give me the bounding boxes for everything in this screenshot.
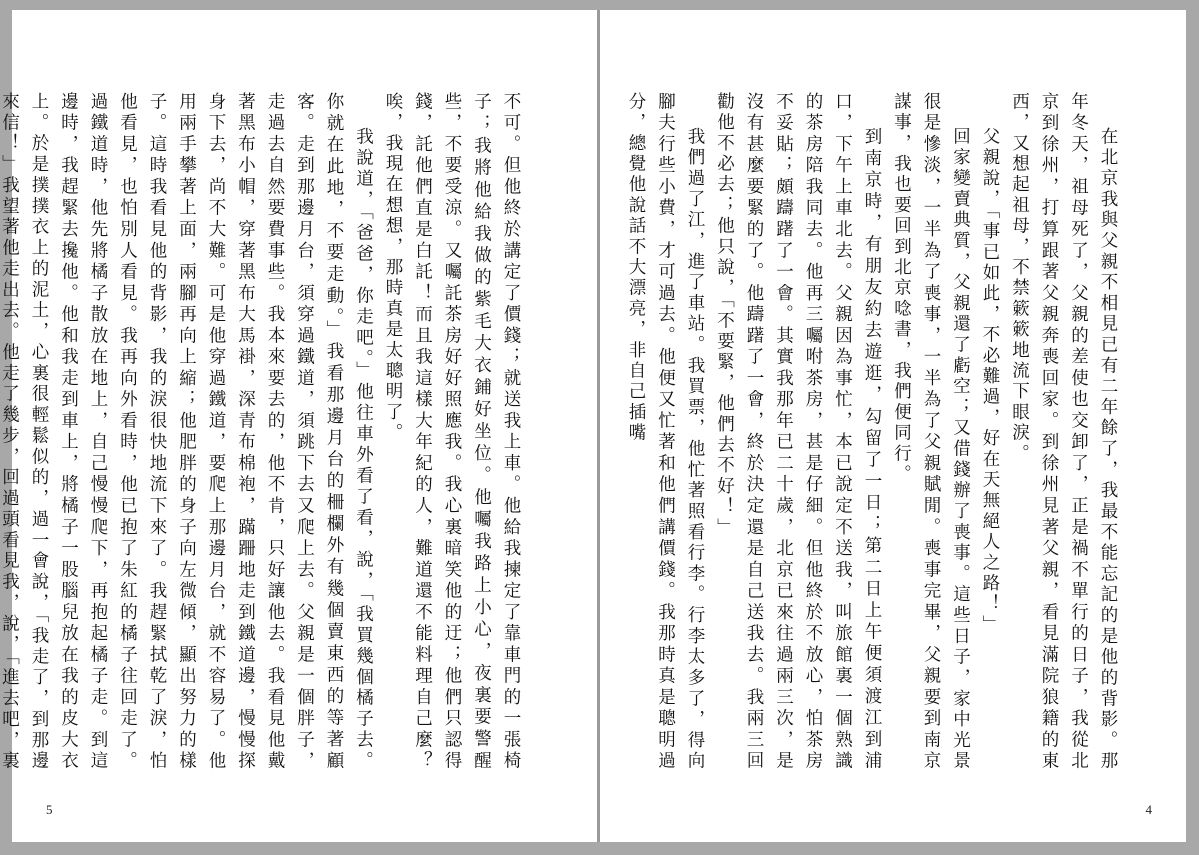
page-number: 5 bbox=[46, 802, 53, 817]
paragraph: 不可。但他終於講定了價錢；就送我上車。他給我揀定了靠車門的一張椅子；我將他給我做的紫毛大衣鋪好坐位。他囑我路上小心，夜裏要警醒些，不要受涼。又囑託茶房好好照應我。我心裏暗笑他的迂；他們只認得錢，託他們直是白託！而且我這樣大年紀的人，難道還不能料理自己麼？唉，我現在想想，那時真是太聰明了。 bbox=[383, 92, 521, 772]
paragraph: 回家變賣典質，父親還了虧空；又借錢辦了喪事。這些日子，家中光景很是慘淡，一半為了喪事，一半為了父親賦閒。喪事完畢，父親要到南京謀事，我也要回到北京唸書，我們便同行。 bbox=[891, 92, 971, 772]
paragraph: 我說道，「爸爸，你走吧。」他往車外看了看，說，「我買幾個橘子去。你就在此地，不要走動。」我看那邊月台的柵欄外有幾個賣東西的等著顧客。走到那邊月台，須穿過鐵道，須跳下去又爬上去。父親是一個胖子，走過去自然要費事些。我本來要去的，他不肯，只好讓他去。我看見他戴著黑布小帽，穿著黑布大馬褂，深青布棉袍，蹣跚地走到鐵道邊，慢慢探身下去，尚不大難。可是他穿過鐵道，要爬上那邊月台，就不容易了。他用兩手攀著上面，兩腳再向上縮；他肥胖的身子向左微傾，顯出努力的樣子。這時我看見他的背影，我的淚很快地流下來了。我趕緊拭乾了淚，怕他看見，也怕別人看見。我再向外看時，他已抱了朱紅的橘子往回走了。過鐵道時，他先將橘子散放在地上，自己慢慢爬下，再抱起橘子走。到這邊時，我趕緊去攙他。他和我走到車上，將橘子一股腦兒放在我的皮大衣上。於是撲撲衣上的泥土，心裏很輕鬆似的，過一會說，「我走了，到那邊來信！」我望著他走出去。他走了幾步，回過頭看見我，說，「進去吧，裏 bbox=[0, 92, 374, 772]
page-number: 4 bbox=[1145, 802, 1152, 817]
paragraph: 到南京時，有朋友約去遊逛，勾留了一日；第二日上午便須渡江到浦口，下午上車北去。父親因為事忙，本已說定不送我，叫旅館裏一個熟識的茶房陪我同去。他再三囑咐茶房，甚是仔細。但他終於不放心，怕茶房不妥貼；頗躊躇了一會。其實我那年已二十歲，北京已來往過兩三次，是沒有甚麼要緊的了。他躊躇了一會，終於決定還是自己送我去。我兩三回勸他不必去；他只說，「不要緊，他們去不好！」 bbox=[714, 92, 882, 772]
paragraph: 父親說，「事已如此，不必難過，好在天無絕人之路！」 bbox=[980, 127, 1000, 636]
left-page-text bbox=[0, 92, 525, 772]
paragraph: 在北京我與父親不相見已有二年餘了，我最不能忘記的是他的背影。那年冬天，祖母死了，父親的差使也交卸了，正是禍不單行的日子，我從北京到徐州，打算跟著父親奔喪回家。到徐州見著父親，看見滿院狼籍的東西，又想起祖母，不禁簌簌地流下眼淚。 bbox=[1009, 92, 1118, 772]
right-page bbox=[600, 10, 1186, 842]
left-page bbox=[0, 10, 597, 842]
paragraph: 我們過了江，進了車站。我買票，他忙著照看行李。行李太多了，得向腳夫行些小費，才可過去。他便又忙著和他們講價錢。我那時真是聰明過分，總覺他說話不大漂亮，非自己插嘴 bbox=[626, 92, 705, 772]
right-page-text bbox=[621, 92, 1123, 772]
book-spread bbox=[0, 10, 1186, 842]
